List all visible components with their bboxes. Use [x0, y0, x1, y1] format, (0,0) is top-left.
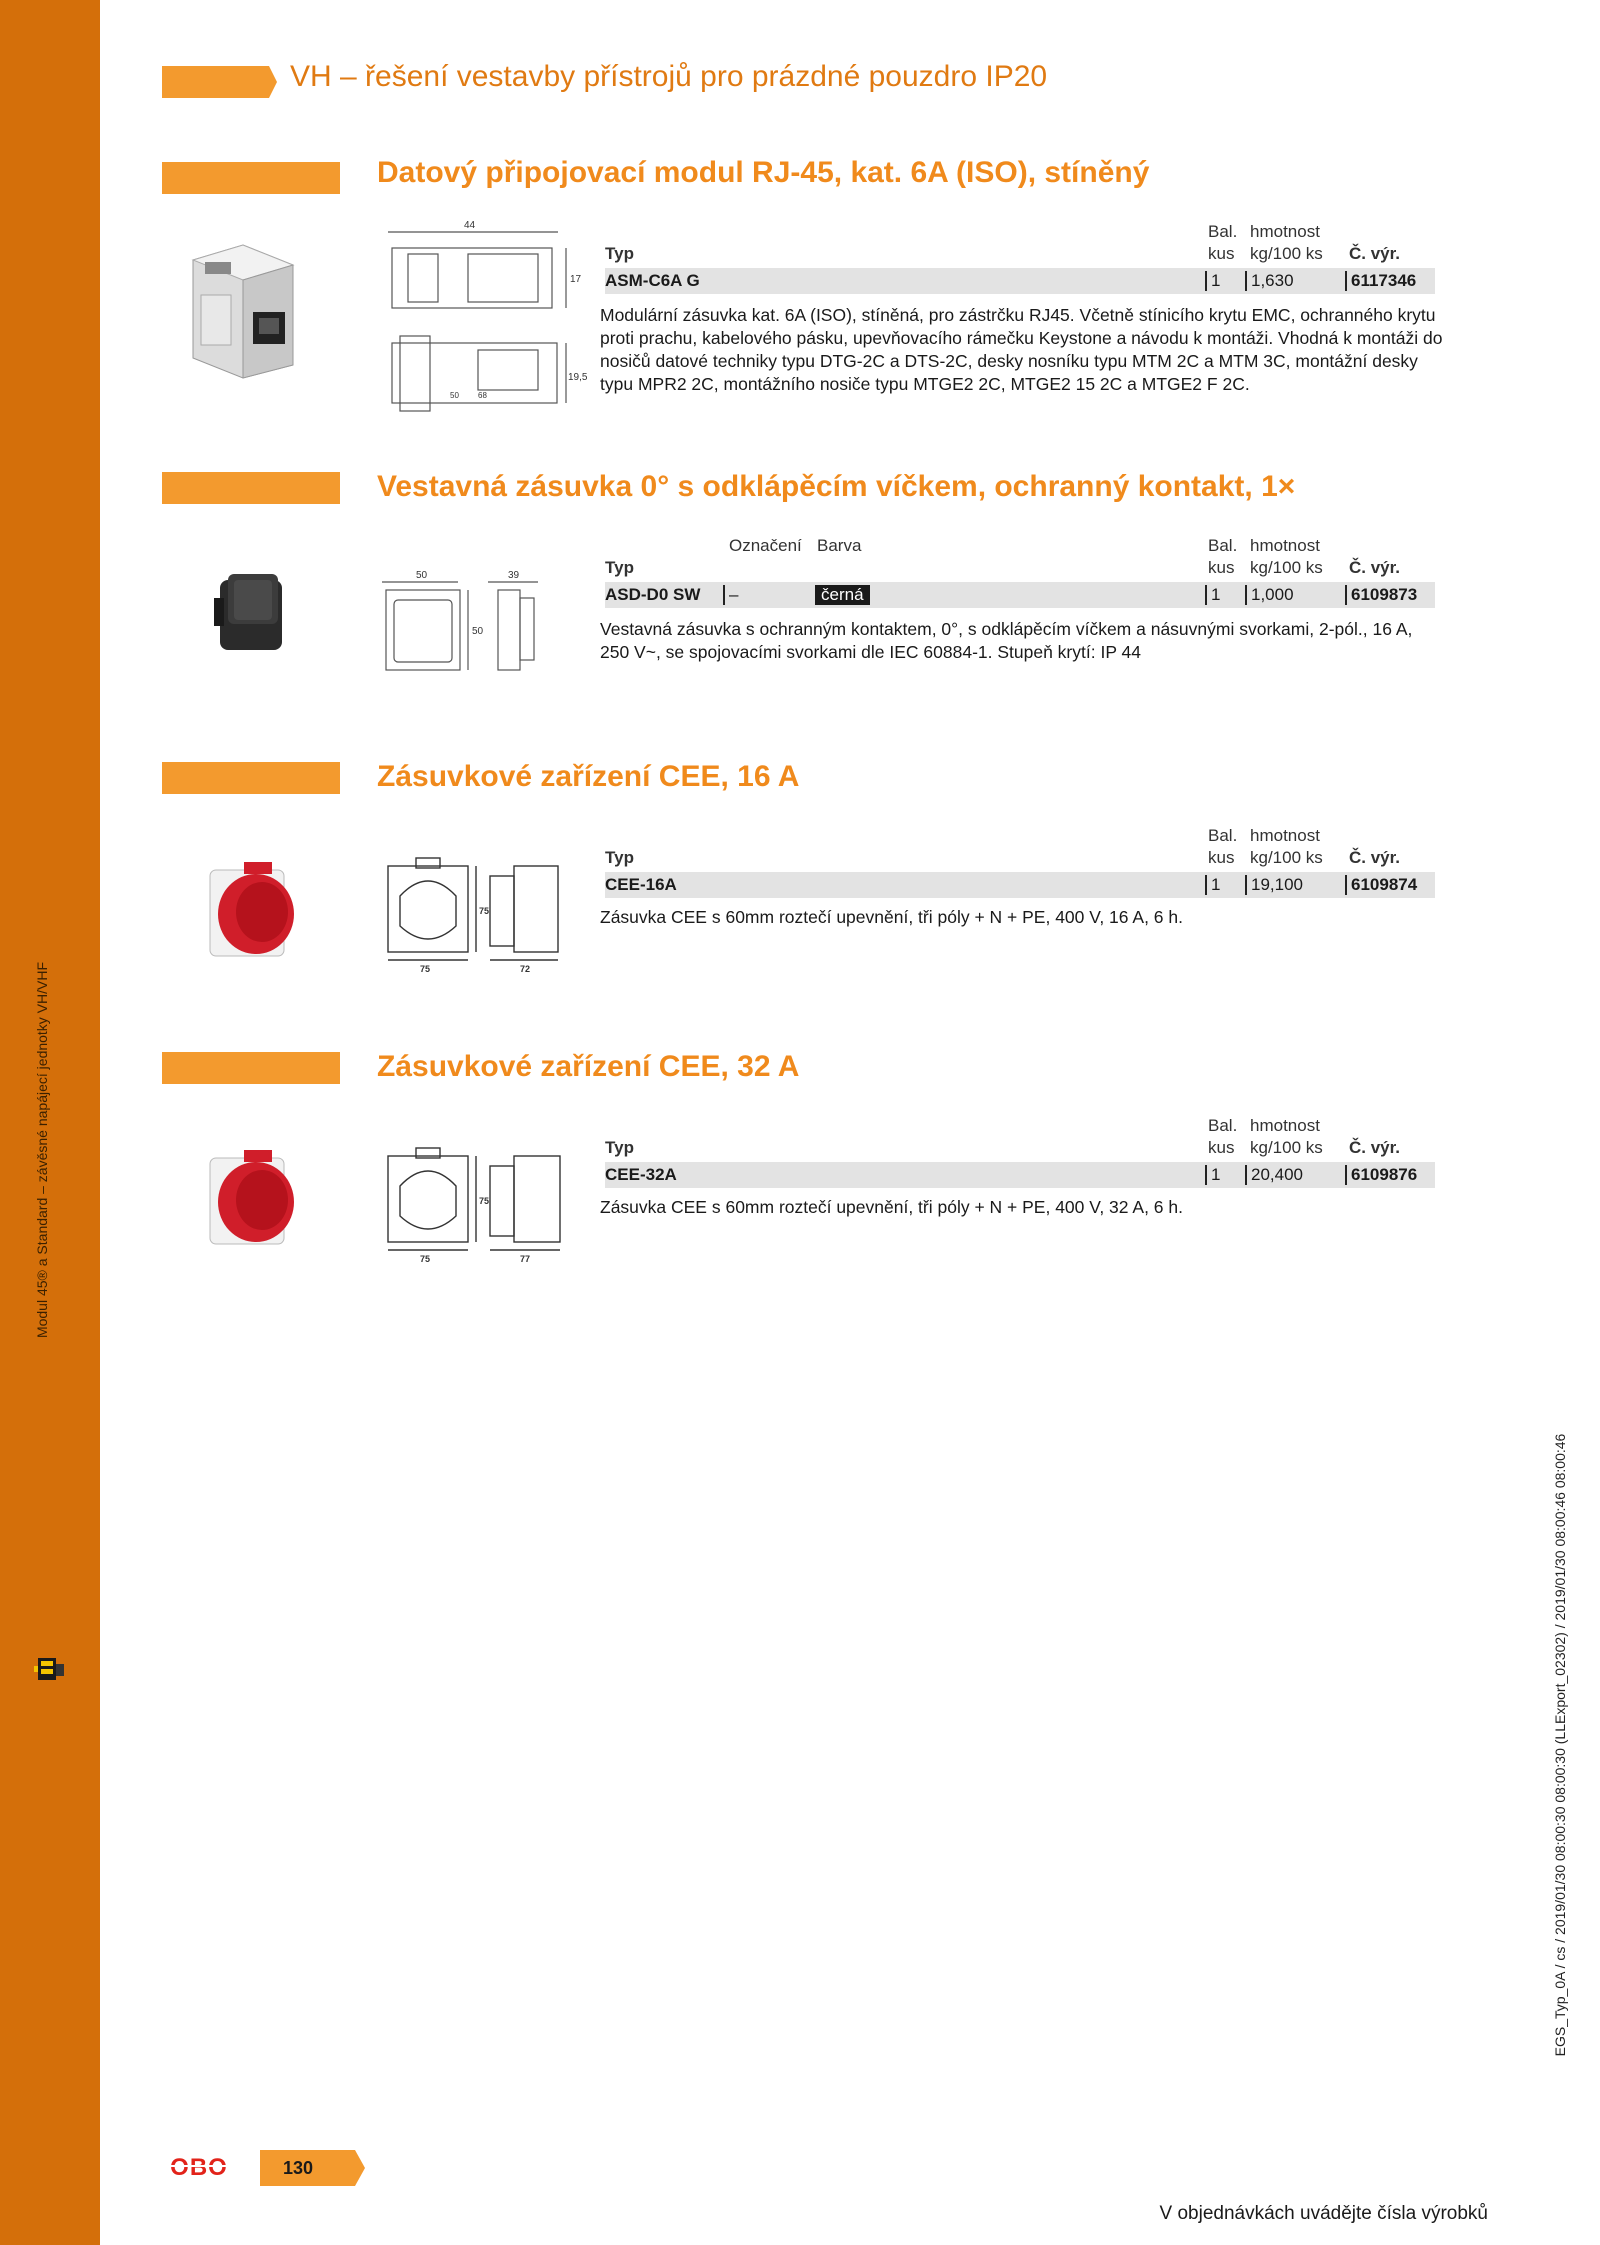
- dim-height-19-5: 19,5: [568, 372, 588, 383]
- svg-text:OBO: OBO: [170, 2154, 228, 2181]
- cell-typ: ASM-C6A G: [605, 271, 700, 290]
- description-socket: Vestavná zásuvka s ochranným kontaktem, 0°, s odklápěcím víčkem a násuvnými svorkami, 2-pól., 16 A, 250 V~, se spojovacími svorkami dle IEC 60884-1. Stupeň krytí: IP 44: [600, 619, 1413, 662]
- cell-kus: 1: [1205, 585, 1220, 605]
- cell-cvyr: 6109876: [1345, 1165, 1417, 1185]
- cell-typ: CEE-32A: [605, 1165, 677, 1184]
- product-table-rj45: [605, 222, 1435, 294]
- cee16-dimension-drawing: [380, 856, 580, 976]
- description-rj45: Modulární zásuvka kat. 6A (ISO), stíněná, pro zástrčku RJ45. Včetně stínicího krytu EMC, ochranného krytu proti prachu, kabelového pásku, upevňovacího rámečku Keystone a návodu k montáži. Vhodná k montáži do nosičů datové techniky typu DTG-2C a DTS-2C, desky nosníku typu MTM 2C a MTM 3C, montážní desky typu MPR2 2C, montážního nosiče typu MTGE2 2C, MTGE2 15 2C a MTGE2 F 2C.: [600, 305, 1443, 394]
- cell-oznaceni: –: [723, 585, 738, 605]
- dim-label-50: 50: [450, 391, 459, 400]
- cell-cvyr: 6109874: [1345, 875, 1417, 895]
- col-hmotnost: hmotnost: [1250, 1116, 1320, 1135]
- table-row: [605, 582, 1435, 608]
- section-title-socket: Vestavná zásuvka 0° s odklápěcím víčkem, ochranný kontakt, 1×: [377, 470, 1296, 503]
- col-kg: kg/100 ks: [1250, 1138, 1323, 1157]
- cell-kg: 19,100: [1245, 875, 1303, 895]
- dim-height-50: 50: [472, 626, 484, 637]
- black-socket-photo: [214, 570, 294, 660]
- dim-depth-39: 39: [508, 570, 520, 581]
- footer-order-note: V objednávkách uvádějte čísla výrobků: [1159, 2203, 1488, 2224]
- cee32-dimension-drawing: [380, 1146, 580, 1266]
- col-cvyr: Č. výr.: [1349, 244, 1401, 263]
- color-badge: černá: [815, 585, 870, 605]
- section-marker-bar: [162, 472, 340, 504]
- col-bal: Bal.: [1208, 222, 1238, 241]
- col-bal: Bal.: [1208, 1116, 1238, 1135]
- col-kus: kus: [1208, 1138, 1235, 1157]
- dim-width-50: 50: [416, 570, 428, 581]
- dim-depth-72: 72: [520, 964, 531, 974]
- cell-cvyr: 6109873: [1345, 585, 1417, 605]
- section-title-cee16: Zásuvkové zařízení CEE, 16 A: [377, 760, 800, 793]
- section-title-rj45: Datový připojovací modul RJ-45, kat. 6A (ISO), stíněný: [377, 156, 1150, 189]
- section-marker-bar: [162, 1052, 340, 1084]
- cell-kg: 1,000: [1245, 585, 1294, 605]
- obo-logo: [158, 2154, 240, 2180]
- page-number: 130: [283, 2158, 314, 2178]
- dim-height-75: 75: [479, 906, 490, 916]
- cell-typ: ASD-D0 SW: [605, 585, 701, 604]
- col-cvyr: Č. výr.: [1349, 848, 1401, 867]
- dim-height-75: 75: [479, 1196, 490, 1206]
- description-cee16: Zásuvka CEE s 60mm roztečí upevnění, tři póly + N + PE, 400 V, 16 A, 6 h.: [600, 907, 1183, 927]
- col-typ: Typ: [605, 244, 634, 263]
- rj45-dimension-drawing: [378, 218, 588, 418]
- col-cvyr: Č. výr.: [1349, 558, 1401, 577]
- col-cvyr: Č. výr.: [1349, 1138, 1401, 1157]
- product-table-cee16: [605, 826, 1435, 898]
- section-title-cee32: Zásuvkové zařízení CEE, 32 A: [377, 1050, 800, 1083]
- col-kg: kg/100 ks: [1250, 244, 1323, 263]
- table-row: [605, 268, 1435, 294]
- cell-kg: 20,400: [1245, 1165, 1303, 1185]
- table-row: [605, 872, 1435, 898]
- rj45-module-photo: [183, 240, 313, 380]
- cell-cvyr: 6117346: [1345, 271, 1416, 291]
- col-kg: kg/100 ks: [1250, 848, 1323, 867]
- dim-width-75: 75: [420, 1254, 431, 1264]
- export-metadata: EGS_Typ_0A / cs / 2019/01/30 08:00:30 08:00:30 (LLExport_02302) / 2019/01/30 08:00:46 08:00:46: [1552, 1433, 1568, 2057]
- product-table-socket: [605, 536, 1435, 608]
- col-barva: Barva: [817, 536, 862, 555]
- col-kus: kus: [1208, 848, 1235, 867]
- col-hmotnost: hmotnost: [1250, 536, 1320, 555]
- col-typ: Typ: [605, 848, 634, 867]
- table-row: [605, 1162, 1435, 1188]
- col-bal: Bal.: [1208, 826, 1238, 845]
- col-kus: kus: [1208, 558, 1235, 577]
- socket-dimension-drawing: [378, 568, 558, 698]
- col-hmotnost: hmotnost: [1250, 222, 1320, 241]
- cell-kus: 1: [1205, 875, 1220, 895]
- col-kus: kus: [1208, 244, 1235, 263]
- dim-label-68: 68: [478, 391, 487, 400]
- dim-width-44: 44: [464, 220, 476, 231]
- col-bal: Bal.: [1208, 536, 1238, 555]
- header-arrow-marker: [162, 66, 277, 98]
- product-table-cee32: [605, 1116, 1435, 1188]
- col-hmotnost: hmotnost: [1250, 826, 1320, 845]
- col-kg: kg/100 ks: [1250, 558, 1323, 577]
- col-typ: Typ: [605, 558, 634, 577]
- sidebar: [0, 0, 100, 2245]
- col-oznaceni: Označení: [729, 536, 802, 555]
- cell-kus: 1: [1205, 271, 1220, 291]
- dim-width-75: 75: [420, 964, 431, 974]
- dim-depth-77: 77: [520, 1254, 531, 1264]
- cell-typ: CEE-16A: [605, 875, 677, 894]
- cee-16a-photo: [206, 862, 306, 962]
- dim-height-17: 17: [570, 274, 582, 285]
- col-typ: Typ: [605, 1138, 634, 1157]
- section-marker-bar: [162, 762, 340, 794]
- installation-unit-icon: [34, 1656, 66, 1682]
- sidebar-vertical-text: Modul 45® a Standard – závěsné napájecí jednotky VH/VHF: [34, 961, 50, 1339]
- cell-kus: 1: [1205, 1165, 1220, 1185]
- page-header-title: VH – řešení vestavby přístrojů pro prázdné pouzdro IP20: [290, 60, 1048, 93]
- section-marker-bar: [162, 162, 340, 194]
- cell-kg: 1,630: [1245, 271, 1294, 291]
- description-cee32: Zásuvka CEE s 60mm roztečí upevnění, tři póly + N + PE, 400 V, 32 A, 6 h.: [600, 1197, 1183, 1217]
- cee-32a-photo: [206, 1150, 306, 1250]
